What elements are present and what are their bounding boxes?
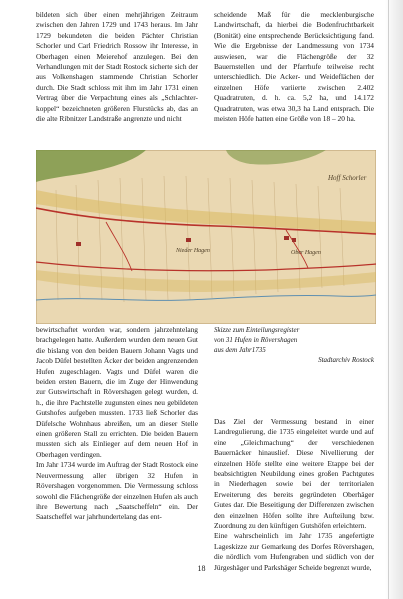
caption-source: Stadtarchiv Rostock	[318, 356, 374, 364]
text-column-top-right	[214, 10, 374, 124]
historic-map-sketch	[36, 150, 376, 324]
paragraph: Im Jahr 1734 wurde im Auftrag der Stadt Rostock eine Neuvermessung aller übrigen 32 Hufen in Rövershagen vorgenommen. Die Vermessung schloss sowohl die Flächengröße der einzelnen Hufen als auch ihre Bewertung nach „Saatscheffeln“ ein. Der Saatscheffel war jahrhundertelang das ent-	[36, 460, 198, 522]
text-column-bottom-right	[214, 417, 374, 573]
page-number: 18	[197, 564, 206, 573]
map-paper	[36, 150, 376, 324]
text-column-top-left	[36, 10, 198, 124]
map-label: Nieder Hagen	[176, 248, 210, 254]
map-label: Hoff Schorler	[328, 174, 367, 182]
paragraph: bildeten sich über einen mehrjährigen Zeitraum zwischen den Jahren 1729 und 1743 heraus. Im Jahr 1729 bekundeten die beiden Pächter Christian Schorler und Carl Friedrich Rossow ihr Interesse, in Oberhagen einen Meierehof anzulegen. Bei den Verhandlungen mit der Stadt Rostock sicherte sich der aus Volkenshagen stammende Christian Schorler durch. Die Stadt schloss mit ihm im Jahr 1731 einen Vertrag über die Verpachtung eines als „Schlachter-koppel“ bezeichneten größeren Flurstücks ab, das an die alte Ribnitzer Landstraße angrenzte und nicht	[36, 10, 198, 124]
caption-line: aus dem Jahr1735	[214, 346, 266, 354]
page-edge-line	[388, 0, 389, 599]
paragraph: Das Ziel der Vermessung bestand in einer Landregulierung, die 1735 eingeleitet wurde und auf eine „Gleichmachung“ der verschiedenen Bauernäcker hinauslief. Diese Nivellierung der einzelnen Höfe stellte eine weitere Etappe bei der beabsichtigten Neubildung eines großen Pachtgutes in Niederhagen sowie bei der territorialen Erweiterung des bereits gegründeten Oberhäger Gutes dar. Die Beseitigung der Differenzen zwischen den einzelnen Höfen sollte ihre Aufteilung bzw. Zuordnung zu den künftigen Gutshöfen erleichtern.	[214, 417, 374, 531]
paragraph: bewirtschaftet worden war, sondern jahrzehntelang brachgelegen hatte. Außerdem wurden dem neuen Gut die bislang von den beiden Bauern Johann Vagts und Jacob Düfel bestellten Äcker der beiden angrenzenden Hufen zugeschlagen. Vagts und Düfel waren die beiden ersten Bauern, die im Zuge der Hinwendung zur Gutswirtschaft in Rövershagen gelegt wurden, d. h., die ihre Pachtstelle zugunsten eines neu gebildeten Gutshofes aufgeben mussten. 1733 ließ Schorler das Düfelsche Wohnhaus abreißen, um an dieser Stelle einen größeren Stall zu errichten. Die beiden Bauern mussten sich als Einlieger auf dem neuen Hof in Oberhagen verdingen.	[36, 325, 198, 459]
paragraph: Eine wahrscheinlich im Jahr 1735 angefertigte Lageskizze zur Gemarkung des Dorfes Rövershagen, die nördlich vom Hufengraben und südlich von der Jürgeshäger und Parkshäger Scheide begrenzt wurde,	[214, 531, 374, 572]
map-label: Ober Hagen	[291, 250, 321, 256]
caption-line: Skizze zum Einteilungsregister	[214, 326, 300, 334]
map-caption	[214, 325, 374, 364]
text-column-bottom-left	[36, 325, 198, 523]
paragraph: scheidende Maß für die mecklenburgische Landwirtschaft, da hierbei die Bodenfruchtbarkeit (Bonität) eine entsprechende Berücksichtigung fand. Wie die Ergebnisse der Landmessung von 1734 auswiesen, war die Flächengröße der 32 Bauernstellen und der Pfarrhufe teilweise recht unterschiedlich. Die Acker- und Weideflächen der einzelnen Höfe variierte zwischen 2.402 Quadratruten, d. h. ca. 5,2 ha, und 14.172 Quadratruten, was etwa 30,3 ha Land entsprach. Die meisten Höfe hatten eine Größe von 18 – 20 ha.	[214, 10, 374, 124]
caption-line: von 31 Hufen in Rövershagen	[214, 336, 298, 344]
